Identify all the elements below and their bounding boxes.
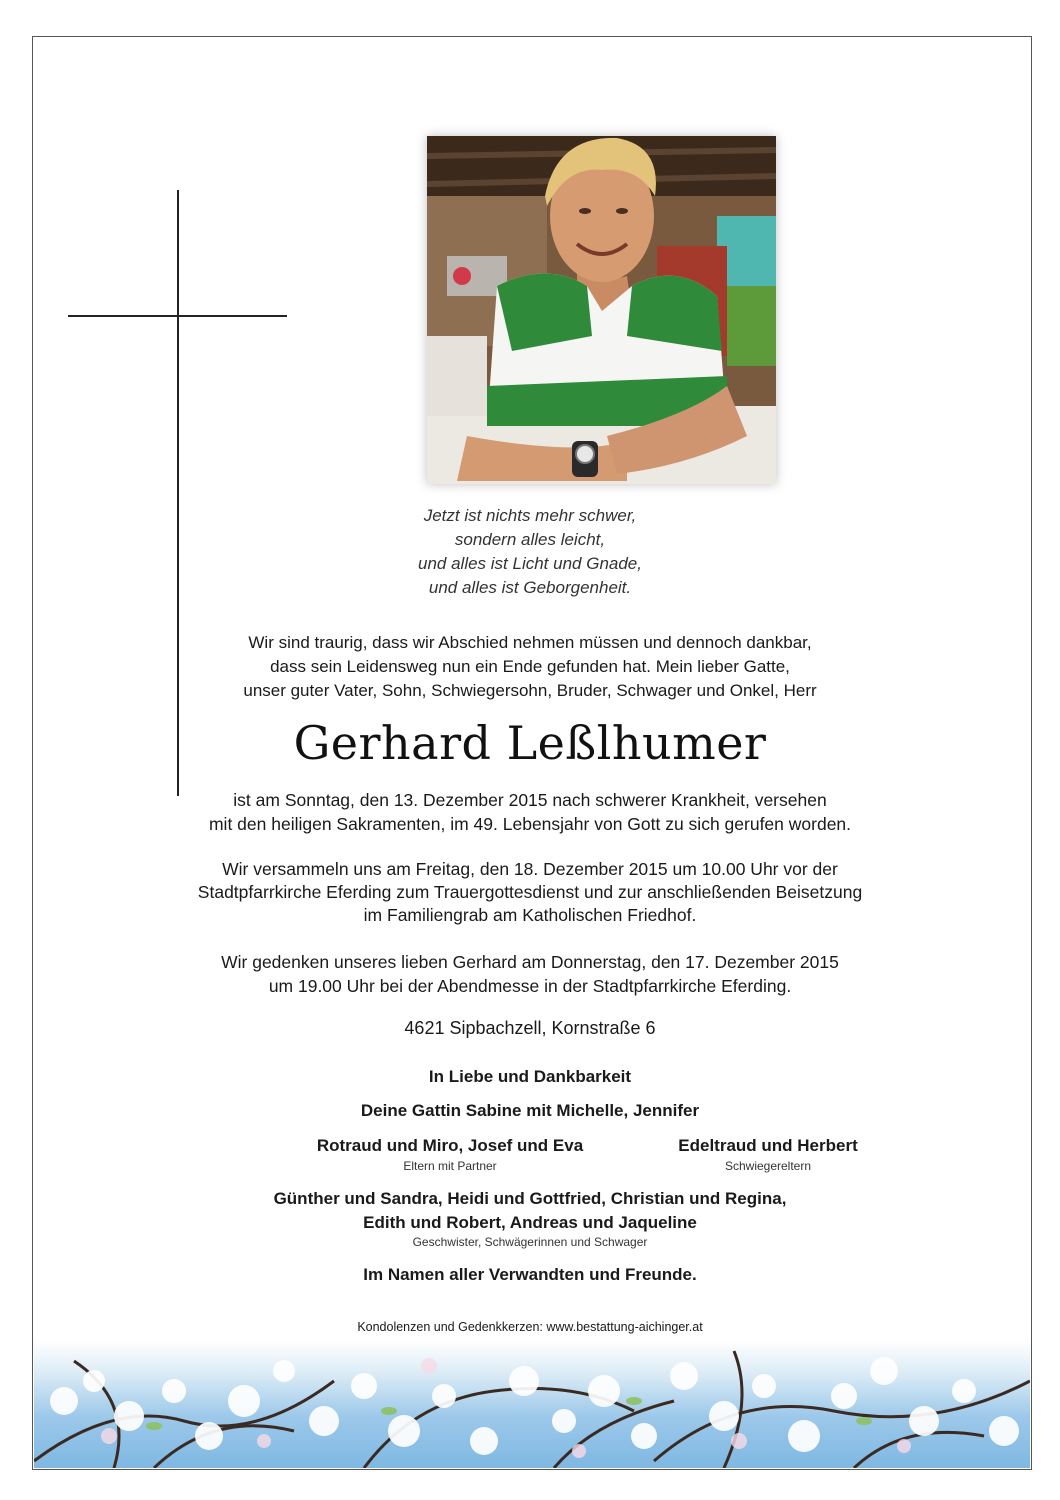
- verse-line: und alles ist Licht und Gnade,: [418, 554, 642, 573]
- cross-icon: [177, 190, 179, 796]
- verse-line: Jetzt ist nichts mehr schwer,: [423, 506, 637, 525]
- death-notice: [0, 788, 1060, 836]
- funeral-info: [0, 858, 1060, 927]
- spouse-mourners: Deine Gattin Sabine mit Michelle, Jennifer: [360, 1101, 700, 1120]
- siblings-names: [0, 1187, 1060, 1235]
- funeral-line: Wir versammeln uns am Freitag, den 18. Dezember 2015 um 10.00 Uhr vor der: [222, 859, 838, 879]
- closing-phrase: In Liebe und Dankbarkeit: [428, 1067, 632, 1086]
- parents-role: Eltern mit Partner: [403, 1159, 497, 1173]
- blossom-banner: [34, 1341, 1030, 1468]
- parents-in-law-names: Edeltraud und Herbert: [678, 1136, 858, 1155]
- parents-names: Rotraud und Miro, Josef und Eva: [316, 1136, 584, 1155]
- parents-group: [300, 1136, 600, 1173]
- intro-line: unser guter Vater, Sohn, Schwiegersohn, Bruder, Schwager und Onkel, Herr: [243, 681, 817, 700]
- intro-text: [0, 631, 1060, 703]
- siblings-role: Geschwister, Schwägerinnen und Schwager: [412, 1235, 648, 1249]
- parents-in-law-role: Schwiegereltern: [724, 1159, 812, 1173]
- verse-line: und alles ist Geborgenheit.: [428, 578, 632, 597]
- condolence-footer: Kondolenzen und Gedenkkerzen: www.bestattung-aichinger.at: [357, 1320, 703, 1334]
- death-notice-line: ist am Sonntag, den 13. Dezember 2015 nach schwerer Krankheit, versehen: [233, 790, 827, 810]
- intro-line: dass sein Leidensweg nun ein Ende gefunden hat. Mein lieber Gatte,: [270, 657, 790, 676]
- death-notice-line: mit den heiligen Sakramenten, im 49. Lebensjahr von Gott zu sich gerufen worden.: [208, 814, 852, 834]
- intro-line: Wir sind traurig, dass wir Abschied nehmen müssen und dennoch dankbar,: [248, 633, 812, 652]
- funeral-line: im Familiengrab am Katholischen Friedhof.: [363, 905, 697, 925]
- memorial-mass-line: Wir gedenken unseres lieben Gerhard am Donnerstag, den 17. Dezember 2015: [221, 952, 839, 972]
- deceased-name: Gerhard Leßlhumer: [293, 716, 767, 770]
- funeral-line: Stadtpfarrkirche Eferding zum Trauergottesdienst und zur anschließenden Beisetzung: [197, 882, 863, 902]
- verse: [0, 504, 1060, 600]
- other-mourners: Im Namen aller Verwandten und Freunde.: [363, 1265, 697, 1284]
- cross-icon-bar: [68, 315, 287, 317]
- siblings-line: Günther und Sandra, Heidi und Gottfried, Christian und Regina,: [273, 1189, 787, 1208]
- portrait-photo: [427, 136, 776, 484]
- portrait-illustration: [427, 136, 776, 484]
- blossom-illustration: [34, 1341, 1030, 1468]
- parents-in-law-group: [650, 1136, 886, 1173]
- memorial-mass-line: um 19.00 Uhr bei der Abendmesse in der Stadtpfarrkirche Eferding.: [268, 976, 792, 996]
- verse-line: sondern alles leicht,: [454, 530, 606, 549]
- siblings-line: Edith und Robert, Andreas und Jaqueline: [363, 1213, 697, 1232]
- address: 4621 Sipbachzell, Kornstraße 6: [404, 1018, 656, 1038]
- memorial-mass: [0, 950, 1060, 998]
